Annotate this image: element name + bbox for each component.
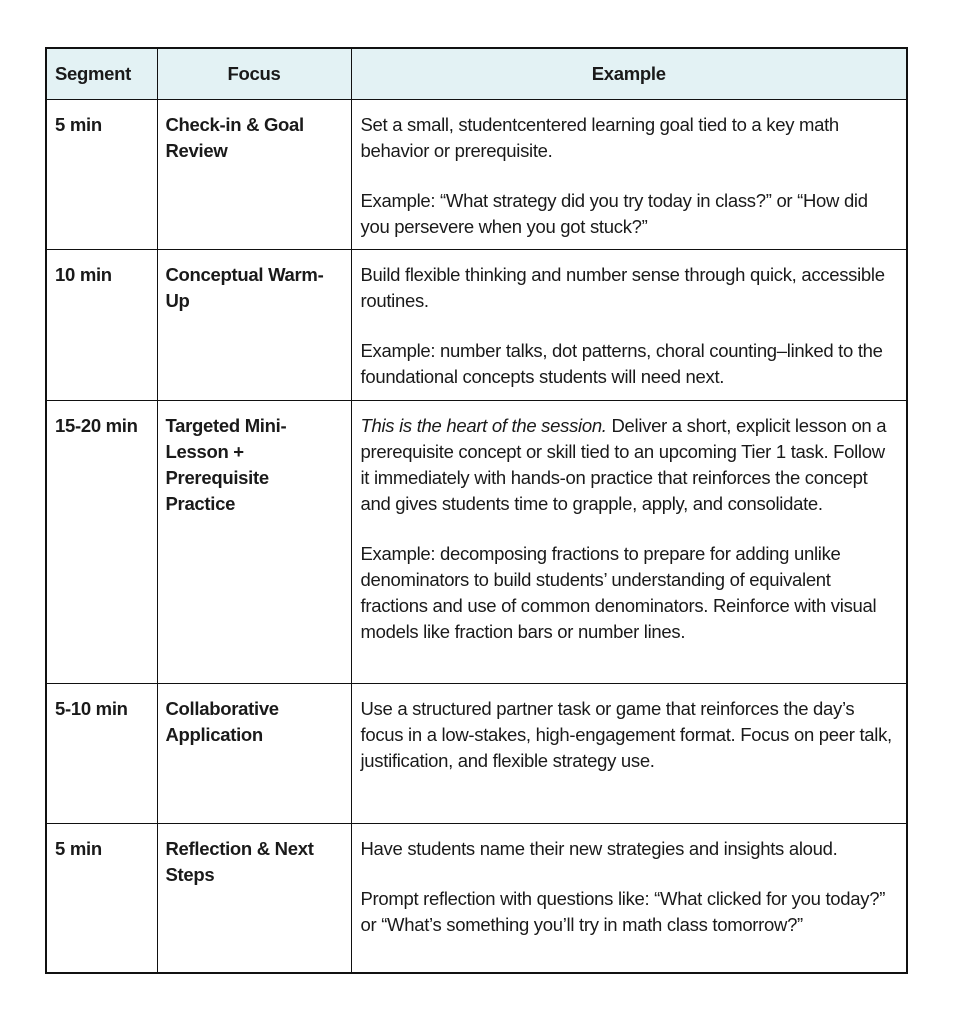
example-cell [351, 100, 907, 250]
example-text: Prompt reflection with questions like: “What clicked for you today?” or “What’s something you’ll try in math class tomorrow?” [360, 888, 886, 935]
focus-cell: Collaborative Application [157, 684, 351, 824]
focus-cell: Conceptual Warm-Up [157, 250, 351, 401]
session-structure-table [45, 47, 908, 974]
example-column-header: Example [351, 48, 907, 100]
segment-cell: 10 min [46, 250, 157, 401]
description-body: Use a structured partner task or game that reinforces the day’s focus in a low-stakes, high-engagement format. Focus on peer talk, justification, and flexible strategy use. [360, 698, 892, 771]
description-text [361, 262, 899, 314]
description-intro: This is the heart of the session. [360, 415, 607, 436]
example-cell [351, 824, 907, 974]
description-text [361, 836, 899, 862]
example-cell [351, 401, 907, 684]
table-row [46, 824, 907, 974]
segment-cell: 5-10 min [46, 684, 157, 824]
header-row [46, 48, 907, 100]
description-body: Set a small, studentcentered learning goal tied to a key math behavior or prerequisite. [360, 114, 839, 161]
example-cell [351, 684, 907, 824]
segment-cell: 5 min [46, 824, 157, 974]
focus-column-header: Focus [157, 48, 351, 100]
example-text: Example: number talks, dot patterns, choral counting–linked to the foundational concepts students will need next. [360, 340, 883, 387]
description-body: Deliver a short, explicit lesson on a prerequisite concept or skill tied to an upcoming Tier 1 task. Follow it immediately with hands-on practice that reinforces the concept and gives students time to grapple, apply, and consolidate. [360, 415, 887, 514]
segment-cell: 5 min [46, 100, 157, 250]
table-row [46, 684, 907, 824]
description-body: Build flexible thinking and number sense through quick, accessible routines. [360, 264, 885, 311]
description-text [361, 413, 899, 517]
segment-column-header: Segment [46, 48, 157, 100]
table-row [46, 401, 907, 684]
focus-cell: Reflection & Next Steps [157, 824, 351, 974]
table-row [46, 250, 907, 401]
segment-cell: 15-20 min [46, 401, 157, 684]
focus-cell: Targeted Mini-Lesson + Prerequisite Practice [157, 401, 351, 684]
description-body: Have students name their new strategies and insights aloud. [360, 838, 838, 859]
focus-cell: Check-in & Goal Review [157, 100, 351, 250]
table-row [46, 100, 907, 250]
example-cell [351, 250, 907, 401]
description-text [361, 696, 899, 774]
example-text: Example: “What strategy did you try today in class?” or “How did you persevere when you got stuck?” [360, 190, 868, 237]
description-text [361, 112, 899, 164]
example-text: Example: decomposing fractions to prepare for adding unlike denominators to build students’ understanding of equivalent fractions and use of common denominators. Reinforce with visual models like fraction bars or number lines. [360, 543, 877, 642]
